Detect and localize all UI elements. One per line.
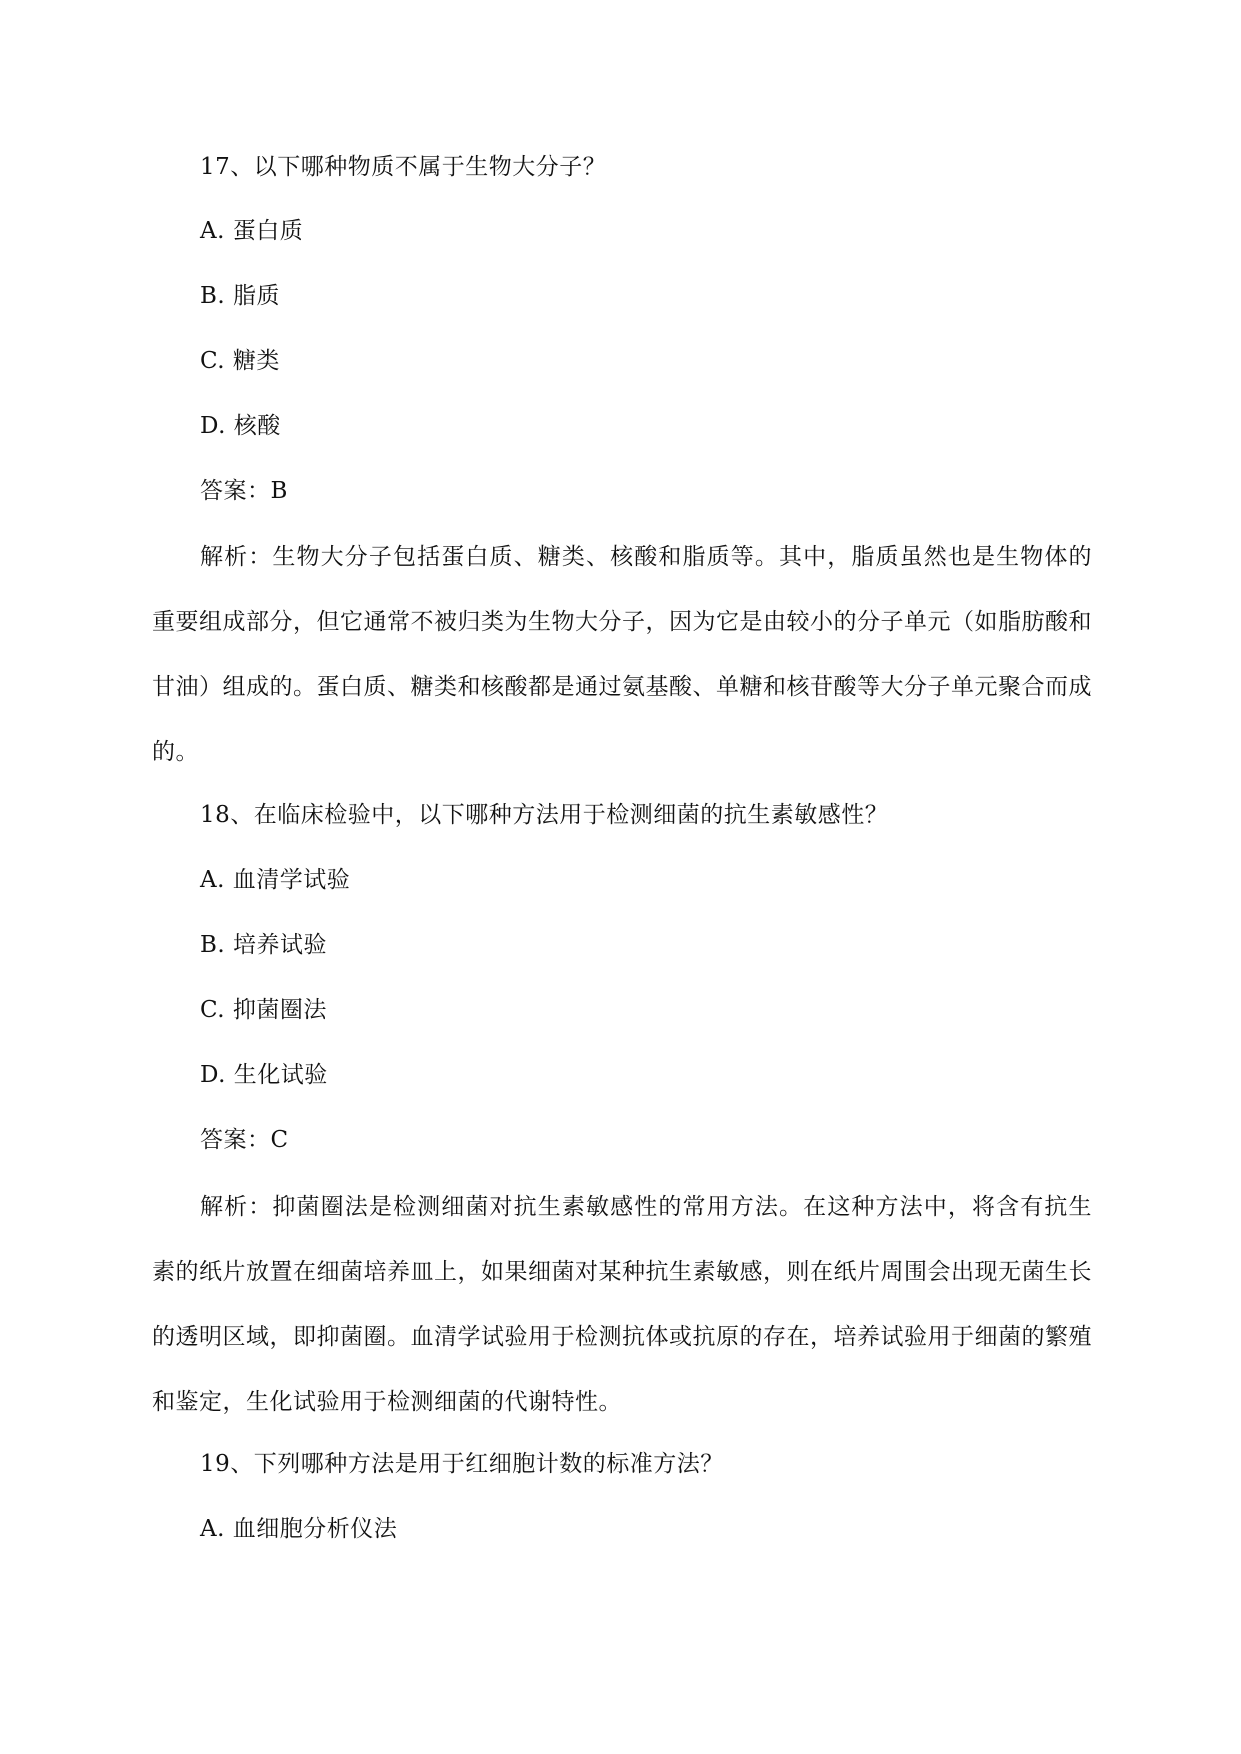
q17-option-d: D. 核酸 (200, 413, 281, 439)
q18-option-c: C. 抑菌圈法 (200, 997, 327, 1023)
q18-explanation: 解析：抑菌圈法是检测细菌对抗生素敏感性的常用方法。在这种方法中，将含有抗生素的纸片放置在细菌培养皿上，如果细菌对某种抗生素敏感，则在纸片周围会出现无菌生长的透明区域，即抑菌圈。血清学试验用于检测抗体或抗原的存在，培养试验用于细菌的繁殖和鉴定，生化试验用于检测细菌的代谢特性。 (152, 1194, 1092, 1415)
question-17: 17、以下哪种物质不属于生物大分子？ (200, 154, 607, 180)
q17-option-c: C. 糖类 (200, 348, 280, 374)
q17-option-a: A. 蛋白质 (200, 218, 304, 244)
q19-option-a: A. 血细胞分析仪法 (200, 1516, 398, 1542)
q18-option-b: B. 培养试验 (200, 932, 328, 958)
q18-option-d: D. 生化试验 (200, 1062, 328, 1088)
q17-answer: 答案：B (200, 478, 288, 504)
q17-option-b: B. 脂质 (200, 283, 281, 309)
question-18: 18、在临床检验中，以下哪种方法用于检测细菌的抗生素敏感性？ (200, 802, 889, 828)
question-19: 19、下列哪种方法是用于红细胞计数的标准方法？ (200, 1451, 724, 1477)
q17-explanation: 解析：生物大分子包括蛋白质、糖类、核酸和脂质等。其中，脂质虽然也是生物体的重要组成部分，但它通常不被归类为生物大分子，因为它是由较小的分子单元（如脂肪酸和甘油）组成的。蛋白质、糖类和核酸都是通过氨基酸、单糖和核苷酸等大分子单元聚合而成的。 (152, 544, 1092, 765)
q18-answer: 答案：C (200, 1127, 289, 1153)
q18-option-a: A. 血清学试验 (200, 867, 351, 893)
